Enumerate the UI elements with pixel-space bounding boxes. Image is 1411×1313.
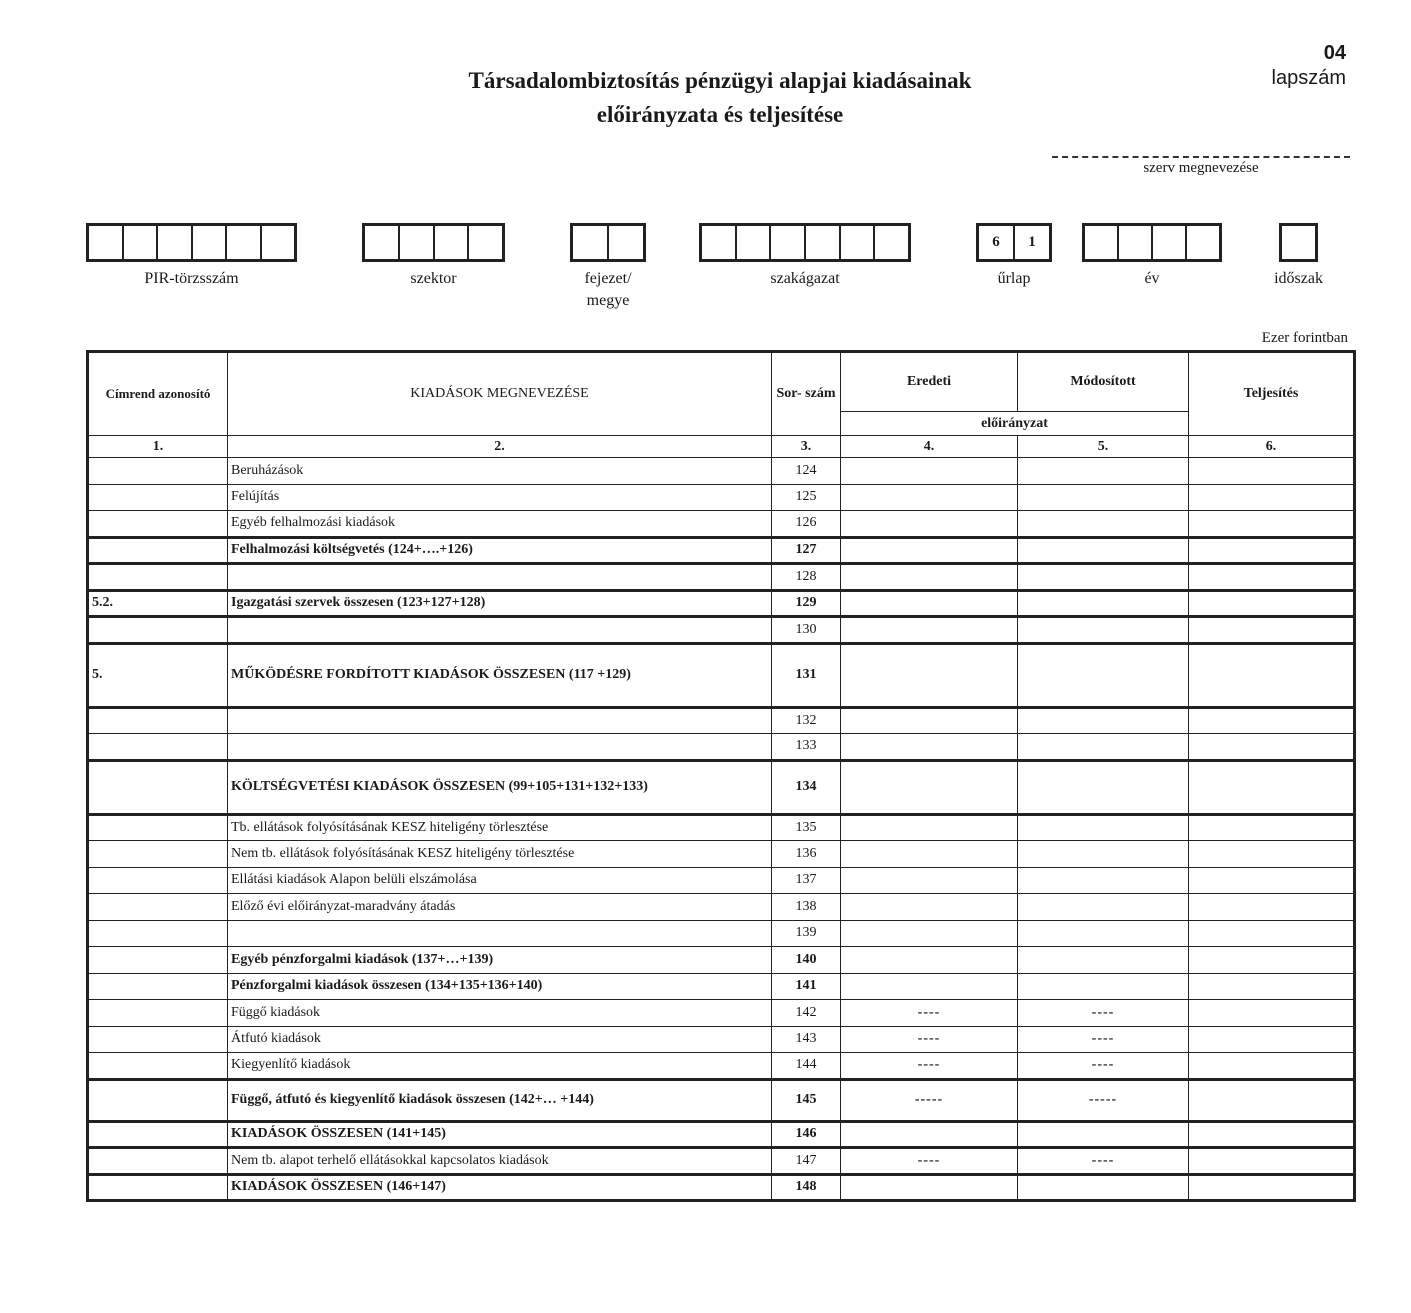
pir-torzsszam-label: PIR-törzsszám (144, 270, 239, 287)
table-row (88, 590, 1355, 617)
row-name: Beruházások (228, 458, 772, 485)
row-eredeti[interactable] (841, 1121, 1018, 1148)
table-row (88, 537, 1355, 564)
row-eredeti[interactable] (841, 484, 1018, 511)
row-modositott[interactable] (1018, 841, 1189, 868)
row-eredeti[interactable] (841, 458, 1018, 485)
row-sorszam: 126 (772, 511, 841, 538)
idoszak-digit[interactable] (1282, 226, 1315, 259)
urlap-boxes (976, 223, 1052, 262)
szakagazat-boxes (699, 223, 911, 262)
row-modositott[interactable] (1018, 458, 1189, 485)
row-modositott[interactable] (1018, 894, 1189, 921)
row-eredeti[interactable] (841, 920, 1018, 947)
row-sorszam: 139 (772, 920, 841, 947)
row-name (228, 920, 772, 947)
header-modositott: Módosított (1018, 352, 1189, 412)
row-id (88, 1000, 228, 1027)
header-eloiranyzat: előirányzat (841, 412, 1189, 436)
row-eredeti[interactable] (841, 973, 1018, 1000)
column-number: 1. (88, 436, 228, 458)
row-name: Függő kiadások (228, 1000, 772, 1027)
ev-boxes (1082, 223, 1222, 262)
row-teljesites[interactable] (1189, 564, 1355, 591)
ev-label: év (1144, 270, 1160, 287)
szakagazat-digit[interactable] (737, 226, 772, 259)
row-modositott[interactable] (1018, 734, 1189, 761)
row-eredeti[interactable] (841, 511, 1018, 538)
table-row (88, 867, 1355, 894)
row-teljesites[interactable] (1189, 1079, 1355, 1121)
row-modositott[interactable] (1018, 973, 1189, 1000)
row-modositott[interactable] (1018, 1174, 1189, 1201)
row-id (88, 814, 228, 841)
row-sorszam: 142 (772, 1000, 841, 1027)
row-teljesites[interactable] (1189, 458, 1355, 485)
table-row (88, 947, 1355, 974)
row-modositott[interactable] (1018, 920, 1189, 947)
ev-digit[interactable] (1187, 226, 1219, 259)
row-id (88, 1148, 228, 1175)
row-modositott: ----- (1018, 1079, 1189, 1121)
table-row (88, 484, 1355, 511)
table-row (88, 564, 1355, 591)
row-id: 5.2. (88, 590, 228, 617)
column-number-row (88, 436, 1355, 458)
row-sorszam: 130 (772, 617, 841, 644)
fejezet-megye-boxes (570, 223, 646, 262)
row-modositott[interactable] (1018, 707, 1189, 734)
row-teljesites[interactable] (1189, 841, 1355, 868)
row-modositott[interactable] (1018, 590, 1189, 617)
fejezet-megye-digit[interactable] (609, 226, 643, 259)
row-name (228, 734, 772, 761)
fejezet-megye-label: fejezet/ megye (584, 270, 632, 309)
row-sorszam: 134 (772, 760, 841, 814)
table-row (88, 1148, 1355, 1175)
row-eredeti: ---- (841, 1026, 1018, 1053)
row-name: MŰKÖDÉSRE FORDÍTOTT KIADÁSOK ÖSSZESEN (117 +129) (228, 643, 772, 707)
row-sorszam: 131 (772, 643, 841, 707)
row-name (228, 707, 772, 734)
column-number: 3. (772, 436, 841, 458)
row-modositott[interactable] (1018, 564, 1189, 591)
table-row (88, 973, 1355, 1000)
urlap-digit[interactable]: 6 (979, 226, 1015, 259)
row-modositott[interactable] (1018, 511, 1189, 538)
column-number: 4. (841, 436, 1018, 458)
row-eredeti: ----- (841, 1079, 1018, 1121)
row-eredeti[interactable] (841, 760, 1018, 814)
row-teljesites[interactable] (1189, 867, 1355, 894)
table-row (88, 1053, 1355, 1080)
row-sorszam: 146 (772, 1121, 841, 1148)
row-id (88, 1026, 228, 1053)
row-teljesites[interactable] (1189, 760, 1355, 814)
row-eredeti[interactable] (841, 841, 1018, 868)
header-megnevezes: KIADÁSOK MEGNEVEZÉSE (228, 352, 772, 436)
szakagazat-digit[interactable] (806, 226, 841, 259)
urlap-digit[interactable]: 1 (1028, 234, 1036, 250)
row-sorszam: 140 (772, 947, 841, 974)
row-teljesites[interactable] (1189, 1053, 1355, 1080)
row-sorszam: 145 (772, 1079, 841, 1121)
row-teljesites[interactable] (1189, 1026, 1355, 1053)
szakagazat-digit[interactable] (702, 226, 737, 259)
row-id (88, 841, 228, 868)
column-number: 5. (1018, 436, 1189, 458)
szakagazat-digit[interactable] (841, 226, 876, 259)
row-id (88, 973, 228, 1000)
document-title (300, 64, 1140, 132)
row-sorszam: 148 (772, 1174, 841, 1201)
table-row (88, 734, 1355, 761)
row-sorszam: 137 (772, 867, 841, 894)
row-eredeti[interactable] (841, 814, 1018, 841)
table-row (88, 511, 1355, 538)
header-sorszam: Sor- szám (772, 352, 841, 436)
row-name: Tb. ellátások folyósításának KESZ hiteligény törlesztése (228, 814, 772, 841)
row-sorszam: 124 (772, 458, 841, 485)
row-sorszam: 125 (772, 484, 841, 511)
row-name: Előző évi előirányzat-maradvány átadás (228, 894, 772, 921)
row-name: KIADÁSOK ÖSSZESEN (146+147) (228, 1174, 772, 1201)
szakagazat-digit[interactable] (771, 226, 806, 259)
row-sorszam: 129 (772, 590, 841, 617)
row-eredeti: ---- (841, 1148, 1018, 1175)
row-id (88, 484, 228, 511)
table-row (88, 1026, 1355, 1053)
row-eredeti: ---- (841, 1053, 1018, 1080)
pir-torzsszam-digit[interactable] (227, 226, 262, 259)
row-modositott: ---- (1018, 1053, 1189, 1080)
szektor-digit[interactable] (469, 226, 502, 259)
organization-name-label: szerv megnevezése (1143, 160, 1259, 176)
row-teljesites[interactable] (1189, 590, 1355, 617)
row-eredeti[interactable] (841, 643, 1018, 707)
table-row (88, 1000, 1355, 1027)
row-id (88, 947, 228, 974)
pir-torzsszam-digit[interactable] (124, 226, 159, 259)
fejezet-megye-digit[interactable] (573, 226, 609, 259)
row-teljesites[interactable] (1189, 1174, 1355, 1201)
row-name: Egyéb felhalmozási kiadások (228, 511, 772, 538)
row-modositott: ---- (1018, 1026, 1189, 1053)
row-sorszam: 144 (772, 1053, 841, 1080)
title-line-1: Társadalombiztosítás pénzügyi alapjai kiadásainak (468, 68, 972, 93)
row-id (88, 458, 228, 485)
table-row (88, 707, 1355, 734)
row-sorszam: 127 (772, 537, 841, 564)
row-modositott[interactable] (1018, 867, 1189, 894)
table-row (88, 814, 1355, 841)
row-eredeti[interactable] (841, 867, 1018, 894)
expenditure-table (86, 350, 1356, 1202)
row-sorszam: 138 (772, 894, 841, 921)
row-name (228, 564, 772, 591)
row-teljesites[interactable] (1189, 973, 1355, 1000)
row-teljesites[interactable] (1189, 484, 1355, 511)
row-teljesites[interactable] (1189, 947, 1355, 974)
row-teljesites[interactable] (1189, 814, 1355, 841)
row-eredeti[interactable] (841, 894, 1018, 921)
idoszak-label: időszak (1274, 270, 1323, 287)
row-sorszam: 136 (772, 841, 841, 868)
row-sorszam: 132 (772, 707, 841, 734)
row-modositott: ---- (1018, 1000, 1189, 1027)
row-name (228, 617, 772, 644)
row-name: Felhalmozási költségvetés (124+….+126) (228, 537, 772, 564)
row-modositott[interactable] (1018, 643, 1189, 707)
table-row (88, 920, 1355, 947)
szektor-label: szektor (410, 270, 457, 287)
row-id (88, 511, 228, 538)
row-name: Kiegyenlítő kiadások (228, 1053, 772, 1080)
row-eredeti[interactable] (841, 734, 1018, 761)
ev-digit[interactable] (1119, 226, 1153, 259)
row-teljesites[interactable] (1189, 1000, 1355, 1027)
header-teljesites: Teljesítés (1189, 352, 1355, 436)
row-name: Igazgatási szervek összesen (123+127+128) (228, 590, 772, 617)
row-eredeti[interactable] (841, 564, 1018, 591)
row-sorszam: 133 (772, 734, 841, 761)
row-modositott[interactable] (1018, 760, 1189, 814)
table-row (88, 894, 1355, 921)
column-number: 6. (1189, 436, 1355, 458)
row-sorszam: 141 (772, 973, 841, 1000)
row-sorszam: 143 (772, 1026, 841, 1053)
szakagazat-digit[interactable] (875, 226, 908, 259)
row-sorszam: 128 (772, 564, 841, 591)
szektor-boxes (362, 223, 505, 262)
row-eredeti[interactable] (841, 590, 1018, 617)
row-id (88, 760, 228, 814)
row-id (88, 707, 228, 734)
row-modositott[interactable] (1018, 537, 1189, 564)
row-id (88, 894, 228, 921)
row-teljesites[interactable] (1189, 1121, 1355, 1148)
szektor-digit[interactable] (400, 226, 435, 259)
row-id (88, 1053, 228, 1080)
row-name: Nem tb. alapot terhelő ellátásokkal kapcsolatos kiadások (228, 1148, 772, 1175)
row-modositott[interactable] (1018, 484, 1189, 511)
row-name: Ellátási kiadások Alapon belüli elszámolása (228, 867, 772, 894)
row-teljesites[interactable] (1189, 643, 1355, 707)
pir-torzsszam-digit[interactable] (158, 226, 193, 259)
table-row (88, 617, 1355, 644)
row-id (88, 617, 228, 644)
szektor-digit[interactable] (435, 226, 470, 259)
row-id (88, 920, 228, 947)
pir-torzsszam-digit[interactable] (89, 226, 124, 259)
row-name: Pénzforgalmi kiadások összesen (134+135+136+140) (228, 973, 772, 1000)
column-number: 2. (228, 436, 772, 458)
row-teljesites[interactable] (1189, 511, 1355, 538)
row-teljesites[interactable] (1189, 920, 1355, 947)
row-name: KIADÁSOK ÖSSZESEN (141+145) (228, 1121, 772, 1148)
row-eredeti[interactable] (841, 537, 1018, 564)
row-id (88, 537, 228, 564)
szakagazat-label: szakágazat (770, 270, 840, 287)
row-eredeti[interactable] (841, 617, 1018, 644)
urlap-label: űrlap (997, 270, 1031, 287)
ev-digit[interactable] (1085, 226, 1119, 259)
row-name: Nem tb. ellátások folyósításának KESZ hiteligény törlesztése (228, 841, 772, 868)
pir-torzsszam-digit[interactable] (262, 226, 295, 259)
row-id (88, 734, 228, 761)
row-eredeti[interactable] (841, 707, 1018, 734)
ev-digit[interactable] (1153, 226, 1187, 259)
table-row (88, 458, 1355, 485)
row-eredeti[interactable] (841, 1174, 1018, 1201)
row-eredeti: ---- (841, 1000, 1018, 1027)
row-teljesites[interactable] (1189, 734, 1355, 761)
row-id (88, 1079, 228, 1121)
row-name: Felújítás (228, 484, 772, 511)
row-teljesites[interactable] (1189, 537, 1355, 564)
table-body (88, 458, 1355, 1201)
row-teljesites[interactable] (1189, 707, 1355, 734)
table-row (88, 760, 1355, 814)
row-modositott: ---- (1018, 1148, 1189, 1175)
row-name: Átfutó kiadások (228, 1026, 772, 1053)
header-eredeti: Eredeti (841, 352, 1018, 412)
row-eredeti[interactable] (841, 947, 1018, 974)
table-row (88, 1121, 1355, 1148)
header-cimrend: Címrend azonosító (88, 352, 228, 436)
row-id (88, 1121, 228, 1148)
row-modositott[interactable] (1018, 947, 1189, 974)
row-modositott[interactable] (1018, 1121, 1189, 1148)
row-modositott[interactable] (1018, 617, 1189, 644)
page-number-label: lapszám (1271, 67, 1346, 89)
table-row (88, 1174, 1355, 1201)
row-id: 5. (88, 643, 228, 707)
row-teljesites[interactable] (1189, 1148, 1355, 1175)
table-row (88, 643, 1355, 707)
pir-torzsszam-boxes (86, 223, 297, 262)
row-sorszam: 147 (772, 1148, 841, 1175)
szektor-digit[interactable] (365, 226, 400, 259)
table-row (88, 1079, 1355, 1121)
row-modositott[interactable] (1018, 814, 1189, 841)
table-row (88, 841, 1355, 868)
pir-torzsszam-digit[interactable] (193, 226, 228, 259)
row-teljesites[interactable] (1189, 894, 1355, 921)
page-number: 04 (1323, 42, 1346, 64)
row-id (88, 867, 228, 894)
title-line-2: előirányzata és teljesítése (596, 102, 844, 127)
organization-name-field[interactable] (1052, 156, 1350, 158)
unit-label: Ezer forintban (1261, 330, 1348, 346)
idoszak-boxes (1279, 223, 1318, 262)
row-name: Függő, átfutó és kiegyenlítő kiadások összesen (142+… +144) (228, 1079, 772, 1121)
row-sorszam: 135 (772, 814, 841, 841)
row-teljesites[interactable] (1189, 617, 1355, 644)
row-name: KÖLTSÉGVETÉSI KIADÁSOK ÖSSZESEN (99+105+131+132+133) (228, 760, 772, 814)
row-id (88, 564, 228, 591)
row-name: Egyéb pénzforgalmi kiadások (137+…+139) (228, 947, 772, 974)
row-id (88, 1174, 228, 1201)
